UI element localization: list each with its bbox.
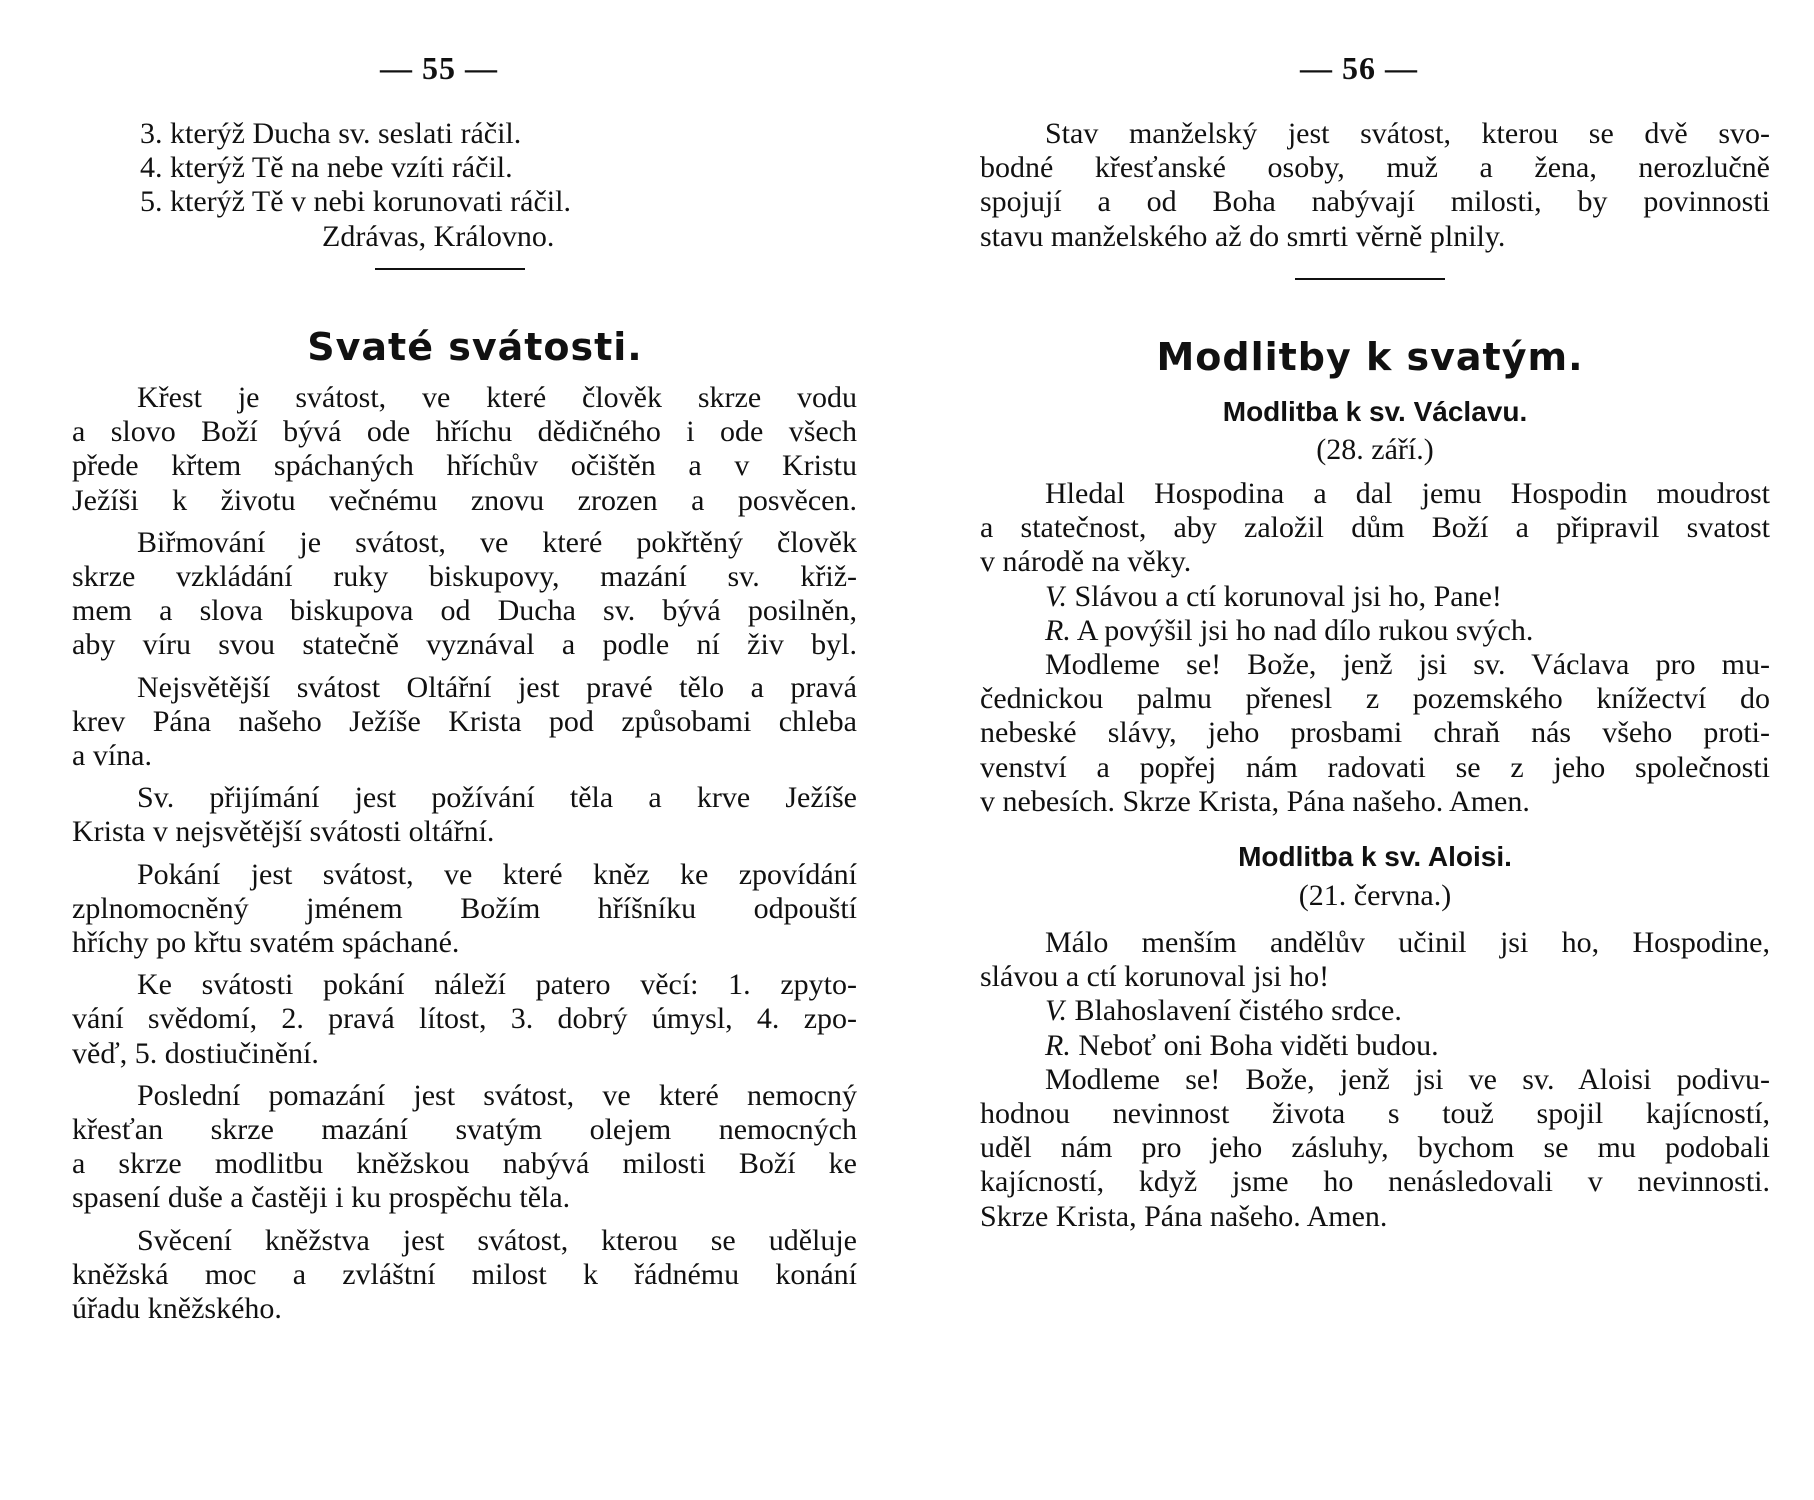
response-line [980,1029,1770,1063]
versicle-line [980,994,1770,1028]
text-line: spasení duše a častěji i ku prospěchu těla. [72,1181,571,1215]
prayer-aloisi [980,840,1770,1234]
paragraph [72,381,857,518]
text-line: a slovo Boží bývá ode hříchu dědičného i ode všech [72,415,857,449]
text-line: čednickou palmu přenesl z pozemského knížectví do [980,682,1770,716]
litany-block [72,117,857,254]
text-line: hodnou nevinnost života s touž spojil kajícností, [980,1097,1770,1131]
response-mark: R. [1045,1028,1071,1062]
section-heading-prayers: Modlitby k svatým. [1156,335,1584,379]
response-line [980,614,1770,648]
prayer-title: Modlitba k sv. Václavu. [1222,396,1528,427]
text-line: věď, 5. dostiučinění. [72,1036,319,1070]
text-line: stavu manželského až do smrti věrně plnily. [980,219,1506,253]
text-line: Krista v nejsvětější svátosti oltářní. [72,815,495,849]
text-line: Málo menším andělův učinil jsi ho, Hospodine, [1045,926,1770,959]
text-line: spojují a od Boha nabývají milosti, by povinnosti [980,185,1770,219]
text-line: Biřmování je svátost, ve které pokřtěný člověk [137,525,857,559]
left-page [0,0,900,1500]
paragraph [72,858,857,961]
text-line: krev Pána našeho Ježíše Krista pod způsobami chleba [72,704,857,738]
text-line: Hledal Hospodina a dal jemu Hospodin moudrost [1045,477,1770,510]
response-text: Neboť oni Boha viděti budou. [1078,1028,1439,1062]
paragraph [72,1224,857,1327]
page-number-right: — 56 — [1300,50,1418,86]
text-line: Pokání jest svátost, ve které kněz ke zpovídání [137,857,857,891]
text-line: úřadu kněžského. [72,1292,282,1326]
text-line: bodné křesťanské osoby, muž a žena, nerozlučně [980,151,1770,185]
response-mark: R. [1045,613,1071,647]
text-line: Křest je svátost, ve které člověk skrze vodu [137,381,857,414]
litany-line: 3. kterýž Ducha sv. seslati ráčil. [140,117,522,150]
text-line: Svěcení kněžstva jest svátost, kterou se uděluje [137,1223,857,1257]
text-line: Skrze Krista, Pána našeho. Amen. [980,1199,1388,1233]
text-line: křesťan skrze mazání svatým olejem nemocných [72,1113,857,1147]
text-line: venství a popřej nám radovati se z jeho společnosti [980,750,1770,784]
text-line: v nebesích. Skrze Krista, Pána našeho. Amen. [980,784,1530,818]
paragraph [72,526,857,663]
text-line: a skrze modlitbu kněžskou nabývá milosti Boží ke [72,1147,857,1181]
text-line: přede křtem spáchaných hříchův očištěn a v Kristu [72,449,857,483]
text-line: Modleme se! Bože, jenž jsi ve sv. Aloisi podivu- [1045,1062,1770,1096]
litany-line: 5. kterýž Tě v nebi korunovati ráčil. [140,185,571,219]
text-line: skrze vzkládání ruky biskupovy, mazání sv. křiž- [72,560,857,594]
feast-date: (28. září.) [1316,433,1434,466]
versicle-mark: V. [1045,994,1067,1028]
text-line: Ke svátosti pokání náleží patero věcí: 1. zpyto- [137,968,857,1002]
text-line: v národě na věky. [980,545,1192,579]
text-line: Nejsvětější svátost Oltářní jest pravé tělo a pravá [137,670,857,704]
sacraments-text [72,381,857,1326]
versicle-text: Blahoslavení čistého srdce. [1074,994,1402,1028]
text-line: nebeské slávy, jeho prosbami chraň nás všeho proti- [980,716,1770,750]
section-divider [1295,278,1445,280]
versicle-line [980,580,1770,614]
text-line: kajícností, když jsme ho nenásledovali v nevinnosti. [980,1165,1770,1199]
text-line: Modleme se! Bože, jenž jsi sv. Václava pro mu- [1045,648,1770,682]
text-line: slávou a ctí korunoval jsi ho! [980,960,1330,994]
paragraph [72,1079,857,1216]
text-line: Poslední pomazání jest svátost, ve které nemocný [137,1078,857,1112]
prayer-title: Modlitba k sv. Aloisi. [1238,841,1512,872]
prayer-vaclav [980,395,1770,819]
litany-line: 4. kterýž Tě na nebe vzíti ráčil. [140,151,513,185]
text-line: uděl nám pro jeho zásluhy, bychom se mu podobali [980,1131,1770,1165]
marriage-text [980,117,1770,254]
text-line: Stav manželský jest svátost, kterou se dvě svo- [1045,117,1770,150]
text-line: mem a slova biskupova od Ducha sv. bývá posilněn, [72,594,857,628]
text-line: a vína. [72,739,152,773]
section-heading-sacraments: Svaté svátosti. [307,325,643,369]
section-divider [375,268,525,270]
text-line: Ježíši k životu večnému znovu zrozen a posvěcen. [72,483,857,517]
versicle-mark: V. [1045,579,1067,613]
text-line: Sv. přijímání jest požívání těla a krve Ježíše [137,781,857,815]
versicle-text: Slávou a ctí korunoval jsi ho, Pane! [1074,579,1502,613]
page-number-left: — 55 — [380,50,498,86]
text-line: kněžská moc a zvláštní milost k řádnému konání [72,1257,857,1291]
text-line: a statečnost, aby založil dům Boží a připravil svatost [980,511,1770,545]
text-line: vání svědomí, 2. pravá lítost, 3. dobrý úmysl, 4. zpo- [72,1002,857,1036]
text-line: hříchy po křtu svatém spáchané. [72,926,460,960]
paragraph [72,968,857,1071]
paragraph [72,781,857,849]
litany-closing: Zdrávas, Královno. [322,219,555,253]
feast-date: (21. června.) [1298,879,1452,912]
text-line: zplnomocněný jménem Božím hříšníku odpouští [72,891,857,925]
response-text: A povýšil jsi ho nad dílo rukou svých. [1076,613,1534,647]
paragraph [72,671,857,774]
right-page [940,0,1814,1500]
text-line: aby víru svou statečně vyznával a podle ní živ byl. [72,628,857,662]
